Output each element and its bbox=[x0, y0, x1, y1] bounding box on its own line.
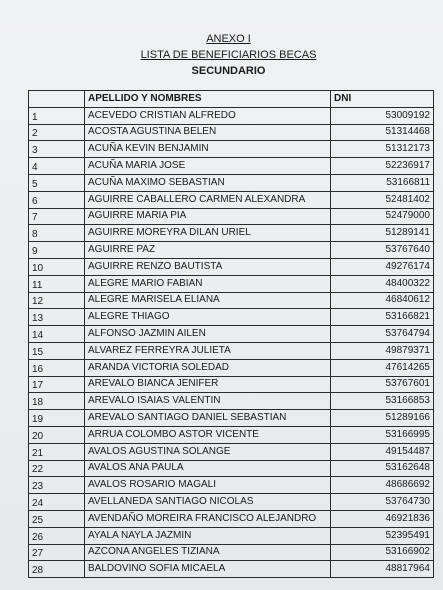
beneficiary-name: AGUIRRE MOREYRA DILAN URIEL bbox=[85, 225, 331, 242]
beneficiary-dni: 53166811 bbox=[331, 174, 434, 191]
beneficiary-dni: 53166853 bbox=[331, 393, 434, 410]
row-number: 2 bbox=[29, 124, 85, 141]
beneficiary-name: ACUÑA MARIA JOSE bbox=[85, 158, 331, 175]
row-number: 5 bbox=[29, 174, 85, 191]
beneficiary-dni: 52479000 bbox=[331, 208, 434, 225]
row-number: 15 bbox=[29, 342, 85, 359]
beneficiary-dni: 53009192 bbox=[331, 107, 434, 124]
table-row bbox=[29, 208, 434, 225]
row-number: 6 bbox=[29, 191, 85, 208]
beneficiary-name: AYALA NAYLA JAZMIN bbox=[85, 527, 331, 544]
row-number: 28 bbox=[29, 561, 85, 578]
beneficiary-name: AGUIRRE RENZO BAUTISTA bbox=[85, 258, 331, 275]
beneficiary-name: BALDOVINO SOFIA MICAELA bbox=[85, 561, 331, 578]
beneficiary-name: AVALOS AGUSTINA SOLANGE bbox=[85, 443, 331, 460]
row-number: 4 bbox=[29, 158, 85, 175]
row-number: 20 bbox=[29, 426, 85, 443]
beneficiary-name: ARRUA COLOMBO ASTOR VICENTE bbox=[85, 426, 331, 443]
table-row bbox=[29, 527, 434, 544]
beneficiary-name: ALEGRE MARISELA ELIANA bbox=[85, 292, 331, 309]
beneficiary-dni: 53764794 bbox=[331, 326, 434, 343]
row-number: 13 bbox=[29, 309, 85, 326]
table-row bbox=[29, 174, 434, 191]
beneficiary-dni: 49276174 bbox=[331, 258, 434, 275]
row-number: 10 bbox=[29, 258, 85, 275]
beneficiary-name: ACUÑA KEVIN BENJAMIN bbox=[85, 141, 331, 158]
annex-title: ANEXO I bbox=[206, 33, 251, 45]
beneficiary-name: ARANDA VICTORIA SOLEDAD bbox=[85, 359, 331, 376]
beneficiary-dni: 51289141 bbox=[331, 225, 434, 242]
row-number: 16 bbox=[29, 359, 85, 376]
row-number: 14 bbox=[29, 326, 85, 343]
beneficiary-name: ALFONSO JAZMIN AILEN bbox=[85, 326, 331, 343]
table-row bbox=[29, 561, 434, 578]
beneficiary-dni: 53764730 bbox=[331, 494, 434, 511]
table-row bbox=[29, 258, 434, 275]
beneficiary-dni: 49154487 bbox=[331, 443, 434, 460]
beneficiary-dni: 53767640 bbox=[331, 242, 434, 259]
table-row bbox=[29, 410, 434, 427]
dni-column-header: DNI bbox=[331, 91, 434, 108]
row-number: 18 bbox=[29, 393, 85, 410]
table-header-row bbox=[29, 91, 434, 108]
row-number: 27 bbox=[29, 544, 85, 561]
number-column-header bbox=[29, 91, 85, 108]
beneficiary-dni: 53166902 bbox=[331, 544, 434, 561]
beneficiary-dni: 49879371 bbox=[331, 342, 434, 359]
table-row bbox=[29, 225, 434, 242]
table-row bbox=[29, 242, 434, 259]
beneficiary-name: AVALOS ROSARIO MAGALI bbox=[85, 477, 331, 494]
table-row bbox=[29, 309, 434, 326]
row-number: 3 bbox=[29, 141, 85, 158]
beneficiary-name: ALVAREZ FERREYRA JULIETA bbox=[85, 342, 331, 359]
table-row bbox=[29, 191, 434, 208]
row-number: 24 bbox=[29, 494, 85, 511]
beneficiary-dni: 46840612 bbox=[331, 292, 434, 309]
beneficiary-name: AREVALO BIANCA JENIFER bbox=[85, 376, 331, 393]
table-row bbox=[29, 376, 434, 393]
row-number: 19 bbox=[29, 410, 85, 427]
beneficiary-dni: 52395491 bbox=[331, 527, 434, 544]
beneficiary-name: AZCONA ANGELES TIZIANA bbox=[85, 544, 331, 561]
row-number: 7 bbox=[29, 208, 85, 225]
beneficiary-name: AGUIRRE CABALLERO CARMEN ALEXANDRA bbox=[85, 191, 331, 208]
beneficiary-dni: 47614265 bbox=[331, 359, 434, 376]
table-row bbox=[29, 326, 434, 343]
beneficiary-name: ALEGRE MARIO FABIAN bbox=[85, 275, 331, 292]
beneficiary-name: AGUIRRE PAZ bbox=[85, 242, 331, 259]
beneficiary-dni: 53166821 bbox=[331, 309, 434, 326]
beneficiary-name: ALEGRE THIAGO bbox=[85, 309, 331, 326]
beneficiary-name: AVELLANEDA SANTIAGO NICOLAS bbox=[85, 494, 331, 511]
beneficiary-name: ACOSTA AGUSTINA BELEN bbox=[85, 124, 331, 141]
table-row bbox=[29, 292, 434, 309]
beneficiary-dni: 53166995 bbox=[331, 426, 434, 443]
row-number: 26 bbox=[29, 527, 85, 544]
beneficiary-name: AREVALO ISAIAS VALENTIN bbox=[85, 393, 331, 410]
beneficiary-dni: 48686692 bbox=[331, 477, 434, 494]
level-title: SECUNDARIO bbox=[191, 65, 266, 77]
beneficiary-name: ACUÑA MAXIMO SEBASTIAN bbox=[85, 174, 331, 191]
table-row bbox=[29, 359, 434, 376]
row-number: 9 bbox=[29, 242, 85, 259]
row-number: 17 bbox=[29, 376, 85, 393]
row-number: 12 bbox=[29, 292, 85, 309]
table-row bbox=[29, 107, 434, 124]
row-number: 21 bbox=[29, 443, 85, 460]
table-row bbox=[29, 460, 434, 477]
beneficiary-dni: 53767601 bbox=[331, 376, 434, 393]
table-row bbox=[29, 443, 434, 460]
beneficiary-name: ACEVEDO CRISTIAN ALFREDO bbox=[85, 107, 331, 124]
table-row bbox=[29, 393, 434, 410]
beneficiary-name: AGUIRRE MARIA PIA bbox=[85, 208, 331, 225]
row-number: 1 bbox=[29, 107, 85, 124]
table-row bbox=[29, 158, 434, 175]
beneficiary-dni: 52236917 bbox=[331, 158, 434, 175]
beneficiary-name: AVENDAÑO MOREIRA FRANCISCO ALEJANDRO bbox=[85, 510, 331, 527]
beneficiary-dni: 48817964 bbox=[331, 561, 434, 578]
beneficiaries-table bbox=[28, 90, 434, 578]
table-row bbox=[29, 141, 434, 158]
row-number: 8 bbox=[29, 225, 85, 242]
table-row bbox=[29, 510, 434, 527]
beneficiary-dni: 48400322 bbox=[331, 275, 434, 292]
beneficiary-dni: 51289166 bbox=[331, 410, 434, 427]
row-number: 23 bbox=[29, 477, 85, 494]
beneficiary-name: AVALOS ANA PAULA bbox=[85, 460, 331, 477]
row-number: 25 bbox=[29, 510, 85, 527]
table-row bbox=[29, 494, 434, 511]
table-row bbox=[29, 477, 434, 494]
beneficiary-dni: 46921836 bbox=[331, 510, 434, 527]
list-title: LISTA DE BENEFICIARIOS BECAS bbox=[140, 49, 317, 61]
table-row bbox=[29, 342, 434, 359]
table-row bbox=[29, 544, 434, 561]
beneficiary-dni: 53162648 bbox=[331, 460, 434, 477]
table-row bbox=[29, 275, 434, 292]
table-row bbox=[29, 426, 434, 443]
beneficiary-dni: 52481402 bbox=[331, 191, 434, 208]
beneficiary-dni: 51312173 bbox=[331, 141, 434, 158]
row-number: 22 bbox=[29, 460, 85, 477]
beneficiary-name: AREVALO SANTIAGO DANIEL SEBASTIAN bbox=[85, 410, 331, 427]
name-column-header: APELLIDO Y NOMBRES bbox=[85, 91, 331, 108]
table-row bbox=[29, 124, 434, 141]
beneficiary-dni: 51314468 bbox=[331, 124, 434, 141]
row-number: 11 bbox=[29, 275, 85, 292]
